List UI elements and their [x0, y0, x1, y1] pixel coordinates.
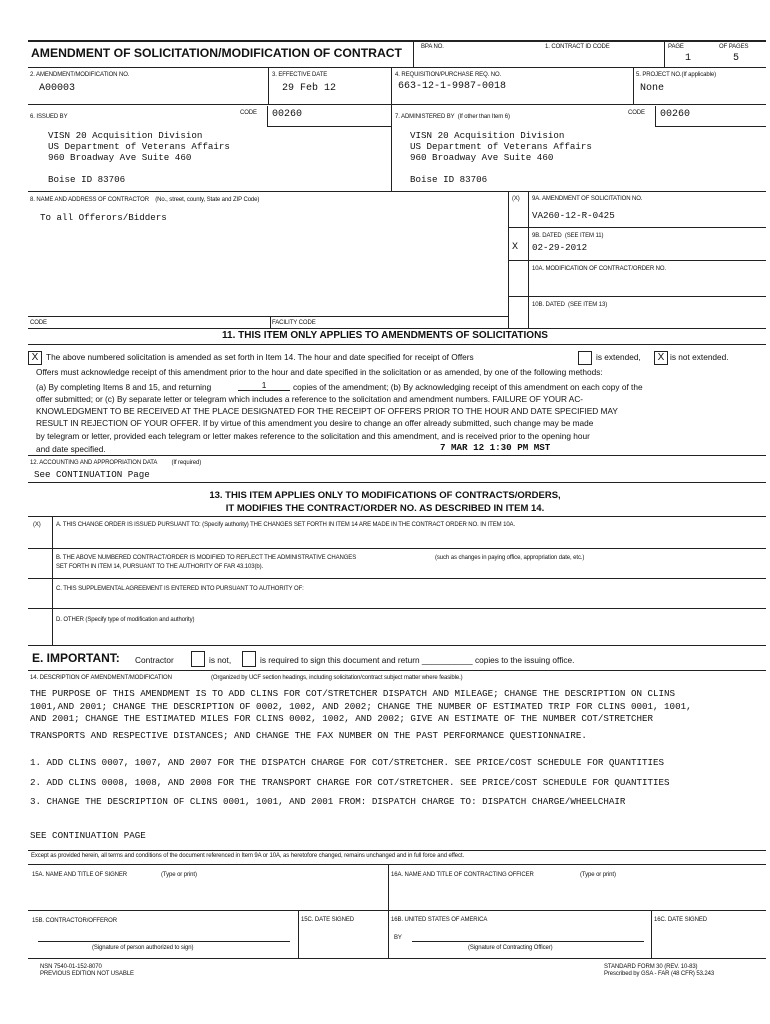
- item9b-mark: X: [512, 242, 519, 253]
- project-label-note: (If applicable): [681, 72, 717, 78]
- item9b-value: 02-29-2012: [532, 242, 588, 253]
- standard-form: STANDARD FORM 30 (REV. 10-83): [604, 964, 698, 970]
- item13-x-label: (X): [33, 522, 41, 528]
- requisition-no: 663-12-1-9987-0018: [398, 81, 507, 92]
- contract-id-label: 1. CONTRACT ID CODE: [545, 44, 610, 50]
- issued-line-3: 960 Broadway Ave Suite 460: [48, 152, 192, 163]
- item10a-label: 10A. MODIFICATION OF CONTRACT/ORDER NO.: [532, 266, 666, 272]
- item9a-value: VA260-12-R-0425: [532, 210, 615, 221]
- item12-note: (If required): [171, 460, 202, 466]
- contractor-date-label: 15C. DATE SIGNED: [301, 917, 354, 923]
- item13-c: C. THIS SUPPLEMENTAL AGREEMENT IS ENTERED INTO PURSUANT TO AUTHORITY OF:: [56, 586, 304, 592]
- officer-signature-line[interactable]: [412, 941, 644, 942]
- item11-line-8: and date specified.: [36, 444, 106, 454]
- item11-line-7: by telegram or letter, provided each telegram or letter makes reference to the solicitation and this amendment, and is received prior to the opening hour: [36, 431, 590, 441]
- item11-line-2: Offers must acknowledge receipt of this amendment prior to the hour and date specified in the solicitation or as amended, by one of the following methods:: [36, 367, 603, 377]
- item11-line-5: KNOWLEDGMENT TO BE RECEIVED AT THE PLACE DESIGNATED FOR THE RECEIPT OF OFFERS PRIOR TO THE HOUR AND DATE SPECIFIED MAY: [36, 406, 618, 416]
- divider: [267, 106, 268, 126]
- item9b-label: [532, 233, 603, 239]
- officer-date-label: 16C. DATE SIGNED: [654, 917, 707, 923]
- effective-date: 29 Feb 12: [282, 83, 337, 94]
- divider: [413, 40, 414, 67]
- item14-label: 14. DESCRIPTION OF AMENDMENT/MODIFICATION: [30, 675, 172, 681]
- important-required: is required to sign this document and return ___________ copies to the issuing office.: [260, 655, 575, 665]
- top-rule: [28, 40, 766, 42]
- project-no: None: [640, 83, 665, 94]
- item11-copies: 1: [238, 380, 290, 391]
- important-label: E. IMPORTANT:: [32, 651, 120, 665]
- item14-item-2: 2. ADD CLINS 0008, 1008, AND 2008 FOR THE TRANSPORT CHARGE FOR COT/STRETCHER. SEE PRICE/COST SCHEDULE FOR QUANTITIES: [30, 777, 670, 788]
- item9a-label: 9A. AMENDMENT OF SOLICITATION NO.: [532, 196, 643, 202]
- item14-see-continuation: SEE CONTINUATION PAGE: [30, 830, 146, 841]
- item14-paragraph-2: 1001,AND 2001; CHANGE THE DESCRIPTION OF 0002, 1002, AND 2002; CHANGE THE NUMBER OF ESTIMATED TRIP FOR CLINS 0001, 1001,: [30, 701, 692, 712]
- divider: [391, 104, 392, 191]
- item14-note: (Organized by UCF section headings, including solicitation/contract subject matter where feasible.): [211, 675, 463, 681]
- contractor-note: (No., street, county, State and ZIP Code): [155, 197, 260, 203]
- rule: [28, 516, 766, 517]
- item13-heading-1: 13. THIS ITEM APPLIES ONLY TO MODIFICATIONS OF CONTRACTS/ORDERS,: [209, 490, 561, 501]
- officer-name-note: (Type or print): [580, 872, 616, 878]
- issued-line-4: Boise ID 83706: [48, 174, 126, 185]
- contractor-label-text: 8. NAME AND ADDRESS OF CONTRACTOR: [30, 197, 149, 203]
- rule: [28, 608, 766, 609]
- administered-line-2: US Department of Veterans Affairs: [410, 141, 592, 152]
- rule: [28, 578, 766, 579]
- officer-name-label: 16A. NAME AND TITLE OF CONTRACTING OFFICER: [391, 872, 534, 878]
- item11-heading: 11. THIS ITEM ONLY APPLIES TO AMENDMENTS OF SOLICITATIONS: [222, 330, 548, 341]
- signer-name-note: (Type or print): [161, 872, 197, 878]
- rule: [655, 126, 766, 127]
- item10b-label-text: 10B. DATED: [532, 302, 565, 308]
- item9-x-label: (X): [512, 196, 520, 202]
- divider: [633, 67, 634, 104]
- important-contractor: Contractor: [135, 655, 174, 665]
- item13-b-2: SET FORTH IN ITEM 14, PURSUANT TO THE AUTHORITY OF FAR 43.103(b).: [56, 564, 264, 570]
- facility-code-label: FACILITY CODE: [272, 320, 316, 326]
- item11-deadline: 7 MAR 12 1:30 PM MST: [440, 442, 551, 453]
- important-is-not: is not,: [209, 655, 232, 665]
- item14-item-3: 3. CHANGE THE DESCRIPTION OF CLINS 0001, 1001, AND 2001 FROM: DISPATCH CHARGE TO: DISPATCH CHARGE/WHEELCHAIR: [30, 796, 626, 807]
- administered-by-label: [395, 114, 510, 120]
- contractor-label: [30, 197, 259, 203]
- rule: [28, 850, 766, 851]
- item13-d: D. OTHER (Specify type of modification and authority): [56, 617, 195, 623]
- item14-paragraph-3: AND 2001; CHANGE THE ESTIMATED MILES FOR CLINS 0002, 1002, AND 2002; GIVE AN ESTIMATE OF THE NUMBER COT/STRETCHER: [30, 713, 654, 724]
- item11-line-4: offer submitted; or (c) By separate letter or telegram which includes a reference to the solicitation and amendment numbers. FAILURE OF YOUR AC-: [36, 394, 584, 404]
- item12-label: [30, 460, 201, 466]
- page-number: 1: [685, 53, 692, 64]
- rule: [28, 864, 766, 865]
- issued-code: 00260: [272, 109, 303, 120]
- item10b-label: [532, 302, 607, 308]
- rule: [28, 191, 766, 192]
- divider: [664, 40, 665, 67]
- administered-line-1: VISN 20 Acquisition Division: [410, 130, 565, 141]
- bpa-label: BPA NO.: [421, 44, 444, 50]
- amendment-no-label: 2. AMENDMENT/MODIFICATION NO.: [30, 72, 130, 78]
- item10b-note: (SEE ITEM 13): [568, 302, 608, 308]
- requisition-label: 4. REQUISITION/PURCHASE REQ. NO.: [395, 72, 502, 78]
- divider: [655, 106, 656, 126]
- rule: [28, 328, 766, 329]
- item11-extended-label: is extended,: [596, 352, 641, 362]
- item13-a: A. THIS CHANGE ORDER IS ISSUED PURSUANT TO: (Specify authority) THE CHANGES SET FORTH IN ITEM 14 ARE MADE IN THE CONTRACT ORDER NO. IN ITEM 10A.: [56, 522, 516, 528]
- item12-label-text: 12. ACCOUNTING AND APPROPRIATION DATA: [30, 460, 158, 466]
- important-checkbox-is-not[interactable]: [191, 651, 205, 667]
- page-label: PAGE: [668, 44, 684, 50]
- issued-code-label: CODE: [240, 110, 257, 116]
- rule: [267, 126, 391, 127]
- project-no-label: [636, 72, 716, 78]
- form-title: AMENDMENT OF SOLICITATION/MODIFICATION OF CONTRACT: [31, 46, 403, 60]
- rule: [28, 645, 766, 646]
- item13-heading-2: IT MODIFIES THE CONTRACT/ORDER NO. AS DESCRIBED IN ITEM 14.: [225, 503, 545, 514]
- rule: [28, 455, 766, 456]
- rule: [28, 548, 766, 549]
- prescribed-by: Prescribed by GSA - FAR (48 CFR) 53.243: [604, 971, 715, 977]
- issued-line-2: US Department of Veterans Affairs: [48, 141, 230, 152]
- amendment-no: A00003: [39, 83, 76, 94]
- administered-line-4: Boise ID 83706: [410, 174, 488, 185]
- item11-checkbox-not-extended[interactable]: X: [654, 351, 668, 365]
- divider: [270, 316, 271, 328]
- item13-b-note: (such as changes in paying office, appropriation date, etc.): [435, 555, 585, 561]
- administered-line-3: 960 Broadway Ave Suite 460: [410, 152, 554, 163]
- item9b-label-text: 9B. DATED: [532, 233, 562, 239]
- divider: [388, 864, 389, 958]
- item13-b-1: B. THE ABOVE NUMBERED CONTRACT/ORDER IS MODIFIED TO REFLECT THE ADMINISTRATIVE CHANGES: [56, 555, 357, 561]
- administered-label-text: 7. ADMINISTERED BY: [395, 114, 455, 120]
- rule: [28, 482, 766, 483]
- divider: [52, 516, 53, 645]
- rule: [508, 260, 766, 261]
- item14-paragraph-1: THE PURPOSE OF THIS AMENDMENT IS TO ADD CLINS FOR COT/STRETCHER DISPATCH AND MILEAGE; CHANGE THE DESCRIPTION ON CLINS: [30, 688, 676, 699]
- item12-value: See CONTINUATION Page: [34, 469, 150, 480]
- signer-name-label: 15A. NAME AND TITLE OF SIGNER: [32, 872, 128, 878]
- administered-code-label: CODE: [628, 110, 645, 116]
- page-count: 5: [733, 53, 740, 64]
- nsn-number: NSN 7540-01-152-8070: [40, 964, 102, 970]
- item9b-note: (SEE ITEM 11): [564, 233, 604, 239]
- item11-line-3a: (a) By completing Items 8 and 15, and returning: [36, 382, 212, 392]
- administered-code: 00260: [660, 109, 691, 120]
- contractor-value: To all Offerors/Bidders: [40, 212, 167, 223]
- divider: [391, 67, 392, 104]
- contractor-signature-caption: (Signature of person authorized to sign): [92, 945, 194, 951]
- rule: [28, 910, 766, 911]
- code-label: CODE: [30, 320, 47, 326]
- united-states-label: 16B. UNITED STATES OF AMERICA: [391, 917, 488, 923]
- item11-line-3b: copies of the amendment; (b) By acknowledging receipt of this amendment on each copy of the: [293, 382, 643, 392]
- item11-not-extended-label: is not extended.: [670, 352, 729, 362]
- of-pages-label: OF PAGES: [719, 44, 749, 50]
- rule: [28, 344, 766, 345]
- except-text: Except as provided herein, all terms and conditions of the document referenced in Item 9A or 10A, as heretofore changed, remains unchanged and in full force and effect.: [31, 853, 465, 859]
- project-label-text: 5. PROJECT NO.: [636, 72, 682, 78]
- by-label: BY: [394, 935, 402, 941]
- rule: [508, 227, 766, 228]
- divider: [268, 67, 269, 104]
- rule: [28, 104, 766, 105]
- issued-line-1: VISN 20 Acquisition Division: [48, 130, 203, 141]
- item11-checkbox-amended[interactable]: X: [28, 351, 42, 365]
- item14-paragraph-4: TRANSPORTS AND RESPECTIVE DISTANCES; AND CHANGE THE FAX NUMBER ON THE PAST PERFORMANCE QUESTIONNAIRE.: [30, 730, 587, 741]
- item11-line-1: The above numbered solicitation is amended as set forth in Item 14. The hour and date specified for receipt of Offers: [46, 352, 474, 362]
- rule: [28, 958, 766, 959]
- rule: [508, 296, 766, 297]
- important-checkbox-required[interactable]: [242, 651, 256, 667]
- issued-by-label: 6. ISSUED BY: [30, 114, 68, 120]
- officer-signature-caption: (Signature of Contracting Officer): [468, 945, 553, 951]
- effective-date-label: 3. EFFECTIVE DATE: [272, 72, 328, 78]
- administered-note: (If other than Item 6): [457, 114, 510, 120]
- divider: [651, 910, 652, 958]
- item14-item-1: 1. ADD CLINS 0007, 1007, AND 2007 FOR THE DISPATCH CHARGE FOR COT/STRETCHER. SEE PRICE/COST SCHEDULE FOR QUANTITIES: [30, 757, 665, 768]
- rule: [28, 67, 766, 68]
- item11-checkbox-extended[interactable]: [578, 351, 592, 365]
- divider: [298, 910, 299, 958]
- contractor-offeror-label: 15B. CONTRACTOR/OFFEROR: [32, 918, 117, 924]
- item11-line-6: RESULT IN REJECTION OF YOUR OFFER. If by virtue of this amendment you desire to change an offer already submitted, such change may be made: [36, 418, 594, 428]
- rule: [28, 316, 508, 317]
- previous-edition: PREVIOUS EDITION NOT USABLE: [40, 971, 134, 977]
- rule: [28, 670, 766, 671]
- contractor-signature-line[interactable]: [38, 941, 290, 942]
